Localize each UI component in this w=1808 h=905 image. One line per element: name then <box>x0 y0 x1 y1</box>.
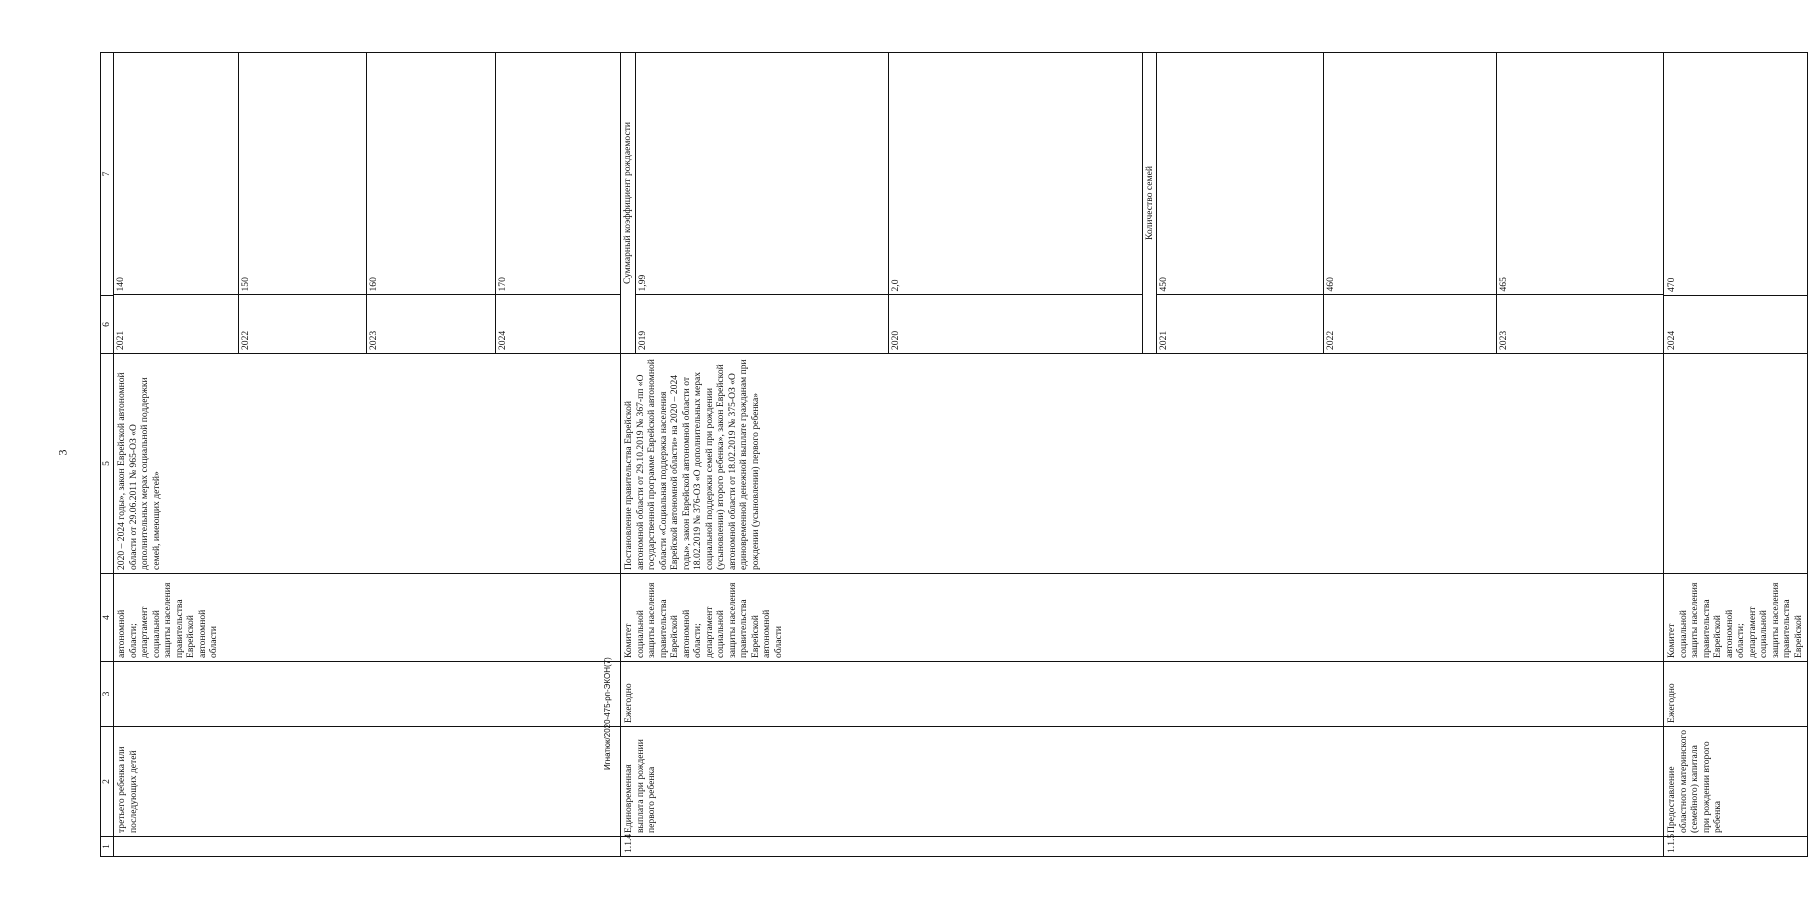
measure-basis <box>1664 354 1808 574</box>
row-number <box>114 837 621 857</box>
value: 2,0 <box>890 279 901 292</box>
measure-basis: Постановление правительства Еврейской автономной области от 29.10.2019 № 367-пп «О государственной программе Еврейской автономной области «Социальная поддержка населения Еврейской автономной области» на 2020 – 2024 годы», закон Еврейской автономной области от 18.02.2019 № 376-ОЗ «О дополнительных мерах социальной поддержки семей при рождении (усыновлении) второго ребенка», закон Еврейской автономной области от 18.02.2019 № 375-ОЗ «О единовременной денежной выплате гражданам при рождении (усыновлении) первого ребенка» <box>621 354 1664 574</box>
table-row <box>621 53 1664 857</box>
table-row <box>114 53 621 857</box>
header-col-6: 6 <box>101 296 114 354</box>
value: 150 <box>238 53 367 295</box>
year-value-table <box>636 53 1142 353</box>
year: 2024 <box>496 295 620 353</box>
year: 2021 <box>1157 295 1324 353</box>
header-col-4: 4 <box>101 574 114 662</box>
measure-basis: 2020 – 2024 годы», закон Еврейской автономной области от 29.06.2011 № 965-ОЗ «О дополнительных мерах социальной поддержки семей, имеющих детей» <box>114 354 621 574</box>
year-value-table <box>1157 53 1663 353</box>
measure-period: Ежегодно <box>621 662 1664 727</box>
value: 470 <box>1664 53 1808 296</box>
year-value-row <box>1324 53 1497 353</box>
header-row <box>101 53 114 857</box>
header-col-1: 1 <box>101 837 114 857</box>
header-col-3: 3 <box>101 662 114 727</box>
measure-executor: автономной области; департамент социальной защиты населения правительства Еврейской автономной области <box>114 574 621 662</box>
indicator-title: Суммарный коэффициент рождаемости <box>621 53 636 353</box>
value: 1,99 <box>636 53 889 295</box>
value: 450 <box>1157 53 1324 295</box>
year-value-row <box>636 53 889 353</box>
year-value-row <box>1496 53 1663 353</box>
footer-code: Игнатюк/2020-475-рп-ЭКОН(7) <box>603 657 612 770</box>
year-value-row <box>367 53 496 353</box>
value: 460 <box>1324 53 1497 295</box>
year-value-row <box>238 53 367 353</box>
measure-name: Единовременная выплата при рождении первого ребенка <box>621 727 1664 837</box>
value: 465 <box>1497 277 1509 292</box>
value: 140 <box>114 53 238 295</box>
header-col-5: 5 <box>101 354 114 574</box>
header-col-7: 7 <box>101 53 114 296</box>
year: 2021 <box>114 295 238 353</box>
indicator-cell <box>114 53 621 354</box>
year-value-table <box>114 53 620 353</box>
year-value-row <box>114 53 238 353</box>
year-value-row <box>496 53 620 353</box>
year: 2022 <box>1324 295 1497 353</box>
year-value-row <box>889 53 1142 353</box>
measure-executor: Комитет социальной защиты населения правительства Еврейской автономной области; департамент социальной защиты населения правительства Еврейской <box>1664 574 1808 662</box>
measure-name: третьего ребенка или последующих детей <box>114 727 621 837</box>
table-row <box>1664 53 1808 857</box>
measure-executor: Комитет социальной защиты населения правительства Еврейской автономной области; департамент социальной защиты населения правительства Еврейской автономной области <box>621 574 1664 662</box>
indicator-title: Количество семей <box>1142 53 1158 353</box>
measure-period <box>114 662 621 727</box>
value: 170 <box>497 277 509 292</box>
header-col-2: 2 <box>101 727 114 837</box>
year-value-row <box>1157 53 1324 353</box>
year: 2024 <box>1664 296 1808 354</box>
row-number: 1.1.5 <box>1664 837 1808 857</box>
year: 2023 <box>367 295 496 353</box>
year: 2023 <box>1496 295 1663 353</box>
year: 2020 <box>889 295 1142 353</box>
value: 160 <box>367 53 496 295</box>
page-number: 3 <box>55 449 70 456</box>
indicator-cell <box>621 53 1664 354</box>
row-number: 1.1.4 <box>621 837 1664 857</box>
measure-name: Предоставление областного материнского (семейного) капитала при рождении второго ребенка <box>1664 727 1808 837</box>
year: 2019 <box>636 295 889 353</box>
year: 2022 <box>238 295 367 353</box>
measures-table <box>100 52 1808 857</box>
measure-period: Ежегодно <box>1664 662 1808 727</box>
